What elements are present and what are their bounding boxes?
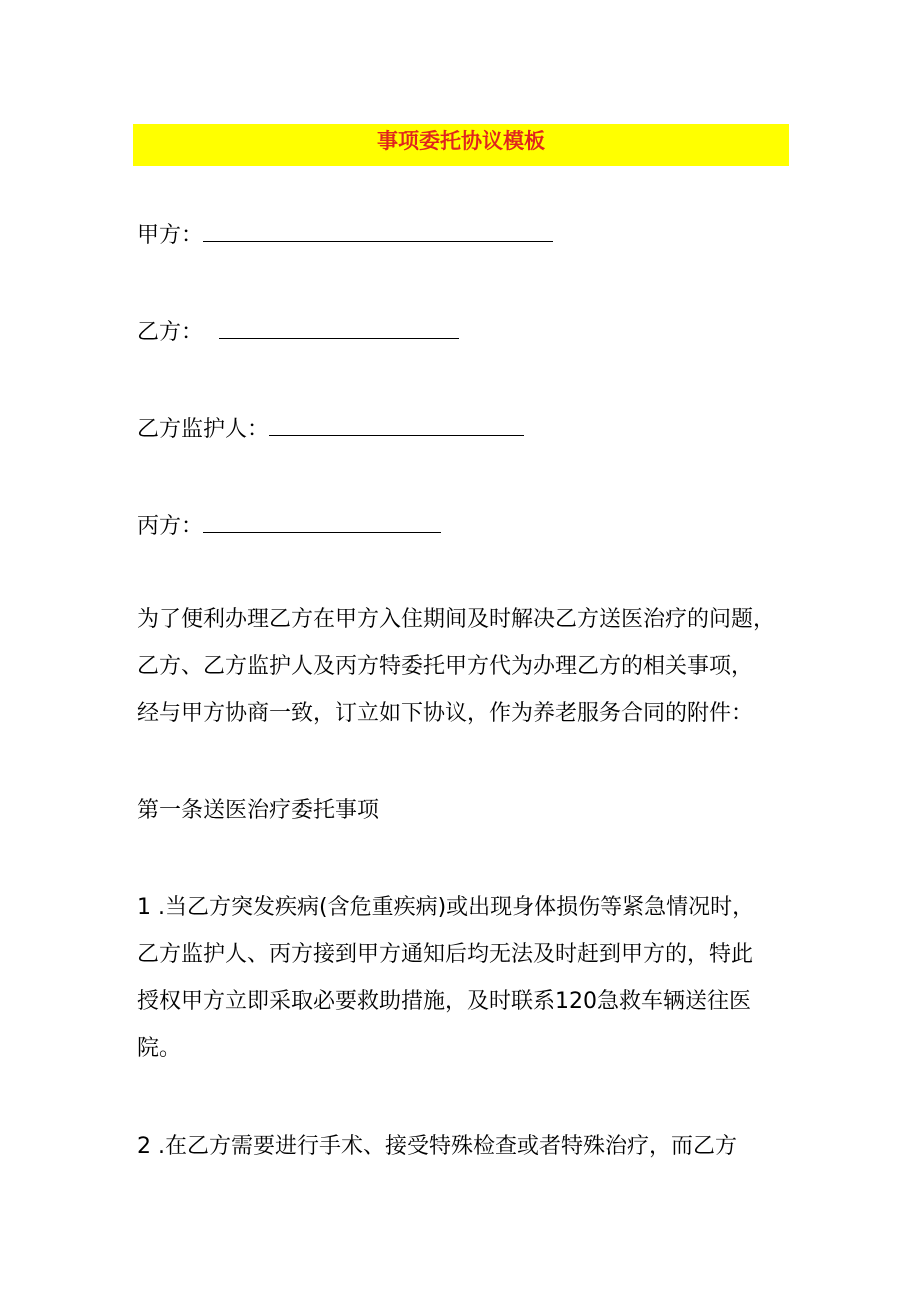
clause-1-paragraph [137,884,797,1072]
guardian-blank-line [269,415,524,436]
party-b-field [137,318,459,347]
intro-line: 经与甲方协商一致，订立如下协议，作为养老服务合同的附件： [137,701,754,726]
clause-1-line: 1 .当乙方突发疾病(含危重疾病)或出现身体损伤等紧急情况时， [137,895,755,920]
clause-1-line: 授权甲方立即采取必要救助措施，及时联系120急救车辆送往医 [137,989,751,1014]
party-c-blank-line [203,512,441,533]
party-c-label: 丙方： [137,514,204,539]
clause-1-line: 乙方监护人、丙方接到甲方通知后均无法及时赶到甲方的，特此 [137,942,754,967]
intro-line: 乙方、乙方监护人及丙方特委托甲方代为办理乙方的相关事项， [137,654,754,679]
party-a-field [137,221,553,250]
party-c-field [137,512,441,541]
guardian-field [137,415,524,444]
party-a-blank-line [203,221,553,242]
clause-2-line: 2 .在乙方需要进行手术、接受特殊检查或者特殊治疗，而乙方 [137,1134,737,1159]
clause-1-line: 院。 [137,1036,182,1061]
intro-line: 为了便利办理乙方在甲方入住期间及时解决乙方送医治疗的问题， [137,607,776,632]
clause-2-paragraph [137,1123,797,1170]
party-b-label: 乙方： [137,320,204,345]
guardian-label: 乙方监护人： [137,417,270,442]
party-b-blank-line [219,318,459,339]
document-title: 事项委托协议模板 [133,124,789,166]
article-1-heading: 第一条送医治疗委托事项 [137,798,380,823]
party-a-label: 甲方： [137,223,204,248]
intro-paragraph [137,596,797,737]
